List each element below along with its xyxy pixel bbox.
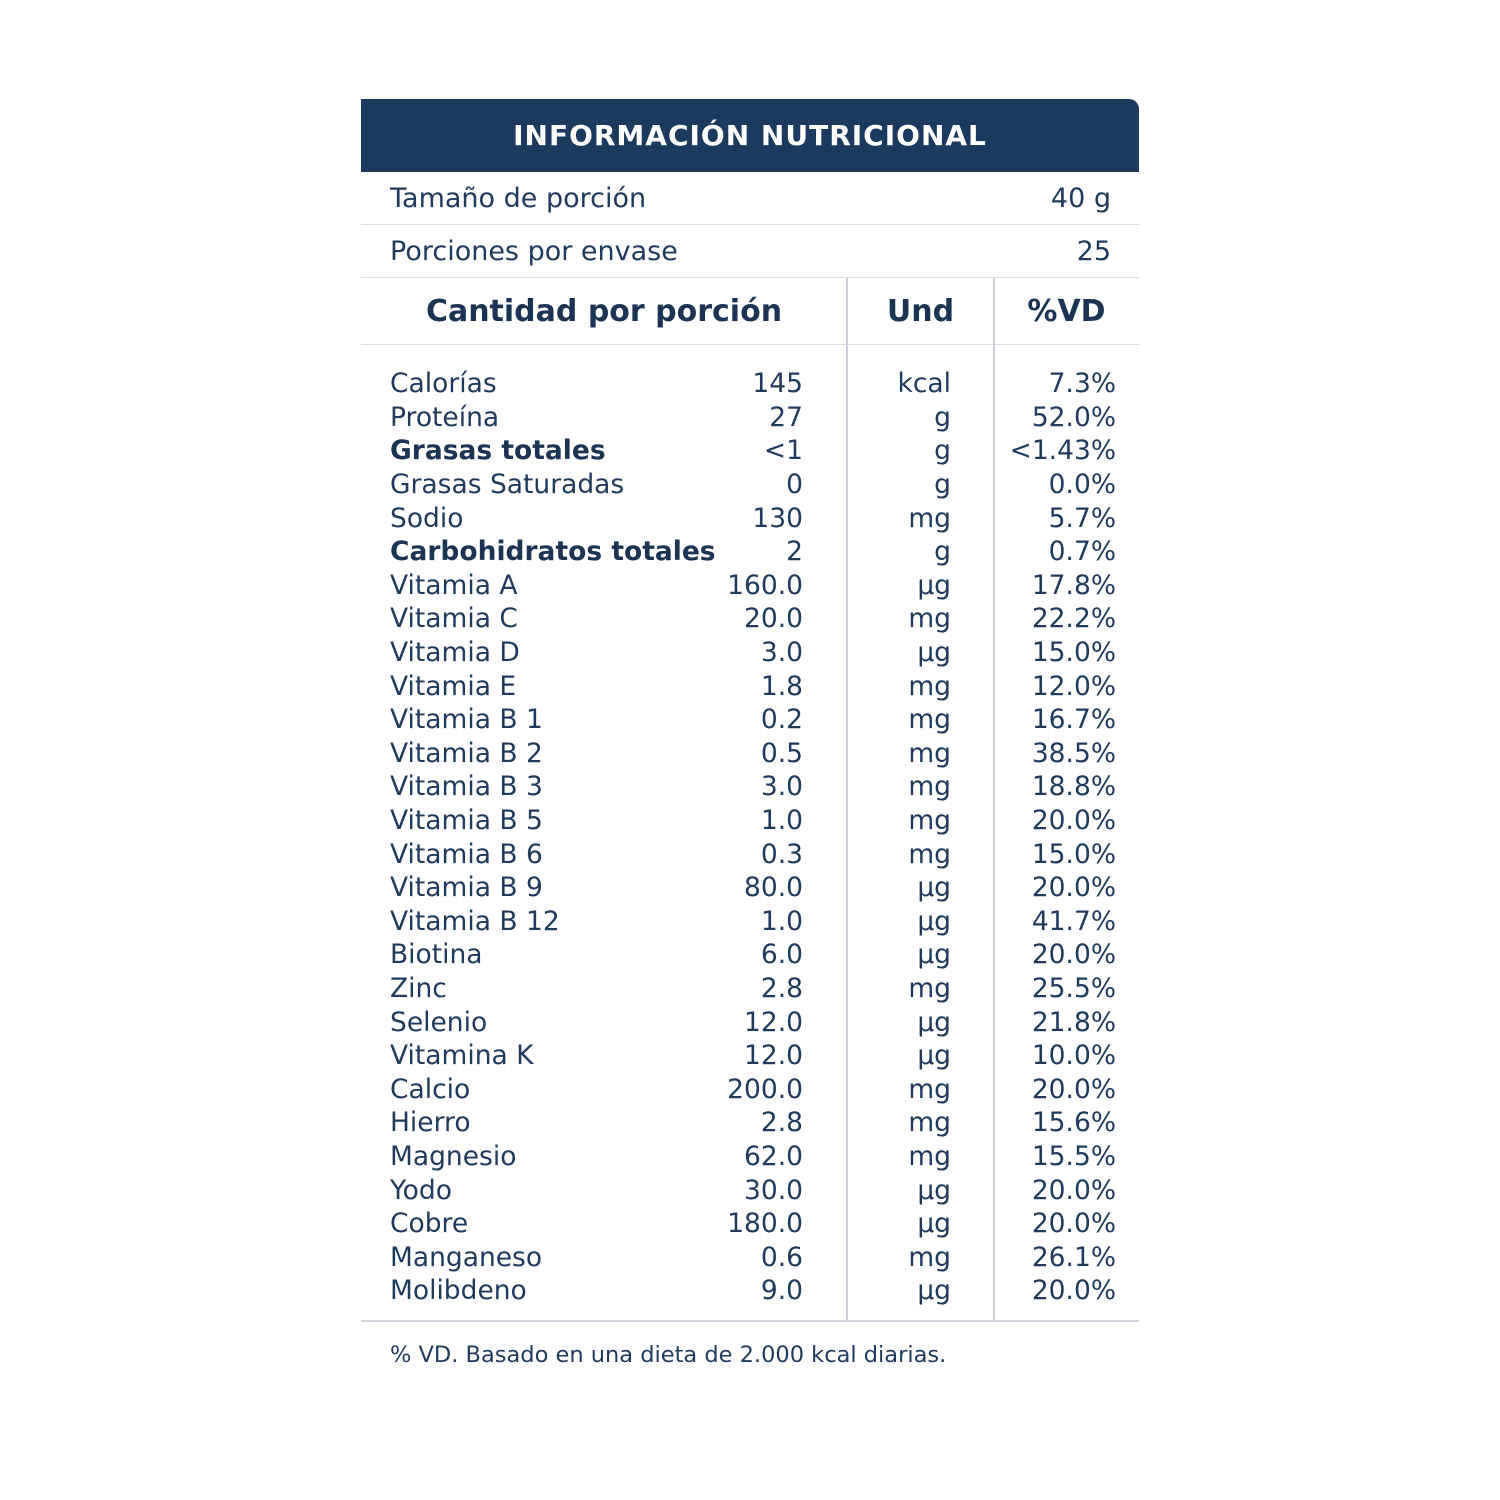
nutrient-name: Vitamia A	[390, 569, 518, 601]
table-row	[361, 669, 1139, 703]
servings-per-container-value: 25	[1076, 235, 1111, 267]
nutrient-name: Manganeso	[390, 1241, 543, 1273]
nutrient-amount: 2.8	[760, 1107, 803, 1139]
nutrient-name: Sodio	[390, 502, 464, 534]
nutrient-amount: 62.0	[743, 1140, 803, 1172]
table-row	[361, 938, 1139, 972]
nutrient-unit: mg	[908, 737, 951, 769]
serving-size-row	[361, 172, 1139, 225]
unit-column-header: Und	[886, 293, 955, 329]
nutrient-dv: 20.0%	[1031, 1275, 1116, 1307]
nutrient-name: Selenio	[390, 1006, 488, 1038]
table-row	[361, 737, 1139, 771]
table-row	[361, 804, 1139, 838]
nutrient-dv: 20.0%	[1031, 1073, 1116, 1105]
nutrient-amount: 9.0	[760, 1275, 803, 1307]
nutrient-name: Zinc	[390, 972, 447, 1004]
nutrient-name: Calcio	[390, 1073, 471, 1105]
nutrient-amount: 12.0	[743, 1006, 803, 1038]
nutrient-amount: 3.0	[760, 771, 803, 803]
nutrient-dv: 38.5%	[1031, 737, 1116, 769]
nutrient-dv: 12.0%	[1031, 670, 1116, 702]
nutrient-name: Vitamia B 6	[390, 838, 543, 870]
servings-per-container-label: Porciones por envase	[390, 235, 678, 267]
nutrient-unit: µg	[917, 905, 951, 937]
nutrient-dv: 15.6%	[1031, 1107, 1116, 1139]
nutrient-amount: 3.0	[760, 637, 803, 669]
nutrient-name: Vitamia B 12	[390, 905, 560, 937]
nutrient-dv: 7.3%	[1048, 368, 1116, 400]
table-row	[361, 837, 1139, 871]
nutrient-dv: 20.0%	[1031, 872, 1116, 904]
nutrient-unit: µg	[917, 1174, 951, 1206]
table-row	[361, 434, 1139, 468]
serving-size-label: Tamaño de porción	[390, 182, 647, 214]
nutrient-name: Calorías	[390, 368, 497, 400]
nutrient-name: Biotina	[390, 939, 483, 971]
nutrient-amount: 145	[752, 368, 803, 400]
nutrient-name: Vitamina K	[390, 1040, 534, 1072]
nutrient-dv: 15.5%	[1031, 1140, 1116, 1172]
nutrient-unit: µg	[917, 637, 951, 669]
nutrient-amount: 180.0	[727, 1208, 803, 1240]
table-row	[361, 569, 1139, 603]
nutrient-amount: 1.0	[760, 805, 803, 837]
nutrient-unit: mg	[908, 1073, 951, 1105]
nutrient-name: Vitamia B 3	[390, 771, 543, 803]
nutrient-dv: <1.43%	[1009, 435, 1116, 467]
nutrient-unit: µg	[917, 872, 951, 904]
nutrient-dv: 20.0%	[1031, 939, 1116, 971]
table-row	[361, 905, 1139, 939]
nutrient-unit: mg	[908, 704, 951, 736]
nutrient-amount: 160.0	[727, 569, 803, 601]
nutrient-dv: 17.8%	[1031, 569, 1116, 601]
nutrient-amount: 0.5	[760, 737, 803, 769]
nutrient-unit: mg	[908, 805, 951, 837]
label-title: INFORMACIÓN NUTRICIONAL	[361, 99, 1139, 172]
nutrient-dv: 15.0%	[1031, 838, 1116, 870]
nutrient-unit: mg	[908, 1107, 951, 1139]
nutrient-amount: 200.0	[727, 1073, 803, 1105]
nutrient-name: Proteína	[390, 401, 500, 433]
dv-column-header: %VD	[1027, 293, 1106, 329]
nutrient-unit: mg	[908, 1140, 951, 1172]
nutrient-name: Magnesio	[390, 1140, 517, 1172]
nutrient-name: Vitamia B 5	[390, 805, 543, 837]
nutrient-name: Hierro	[390, 1107, 471, 1139]
nutrient-rows	[361, 367, 1139, 1308]
nutrient-unit: µg	[917, 569, 951, 601]
nutrient-unit: µg	[917, 1006, 951, 1038]
nutrient-unit: mg	[908, 771, 951, 803]
nutrient-name: Vitamia B 1	[390, 704, 543, 736]
table-row	[361, 468, 1139, 502]
table-row	[361, 871, 1139, 905]
table-row	[361, 602, 1139, 636]
nutrient-name: Yodo	[390, 1174, 452, 1206]
nutrient-amount: 20.0	[743, 603, 803, 635]
nutrient-amount: 6.0	[760, 939, 803, 971]
nutrient-name: Grasas totales	[390, 435, 606, 467]
nutrient-amount: 12.0	[743, 1040, 803, 1072]
table-row	[361, 1173, 1139, 1207]
nutrient-amount: 27	[769, 401, 803, 433]
nutrient-dv: 25.5%	[1031, 972, 1116, 1004]
nutrient-dv: 20.0%	[1031, 1208, 1116, 1240]
nutrient-amount: 130	[752, 502, 803, 534]
nutrient-unit: µg	[917, 1208, 951, 1240]
nutrient-dv: 15.0%	[1031, 637, 1116, 669]
nutrient-unit: mg	[908, 603, 951, 635]
nutrient-name: Vitamia C	[390, 603, 518, 635]
nutrient-dv: 18.8%	[1031, 771, 1116, 803]
table-row	[361, 1140, 1139, 1174]
nutrient-unit: mg	[908, 502, 951, 534]
table-row	[361, 367, 1139, 401]
nutrient-unit: kcal	[897, 368, 951, 400]
nutrient-dv: 0.7%	[1048, 536, 1116, 568]
nutrient-amount: 0.2	[760, 704, 803, 736]
nutrient-amount: 2	[786, 536, 803, 568]
nutrient-amount: 0.3	[760, 838, 803, 870]
nutrient-unit: mg	[908, 972, 951, 1004]
table-row	[361, 972, 1139, 1006]
nutrient-name: Carbohidratos totales	[390, 536, 716, 568]
table-row	[361, 535, 1139, 569]
nutrient-amount: 1.8	[760, 670, 803, 702]
nutrient-unit: g	[934, 401, 951, 433]
nutrient-name: Grasas Saturadas	[390, 469, 625, 501]
nutrient-amount: 0	[786, 469, 803, 501]
nutrient-unit: g	[934, 435, 951, 467]
nutrient-amount: 1.0	[760, 905, 803, 937]
nutrient-dv: 16.7%	[1031, 704, 1116, 736]
nutrient-dv: 5.7%	[1048, 502, 1116, 534]
nutrient-amount: 30.0	[743, 1174, 803, 1206]
nutrient-dv: 0.0%	[1048, 469, 1116, 501]
nutrient-dv: 20.0%	[1031, 1174, 1116, 1206]
nutrient-amount: <1	[763, 435, 803, 467]
table-row	[361, 1039, 1139, 1073]
nutrient-unit: mg	[908, 1241, 951, 1273]
nutrient-unit: µg	[917, 1275, 951, 1307]
nutrient-amount: 80.0	[743, 872, 803, 904]
nutrient-amount: 0.6	[760, 1241, 803, 1273]
nutrient-dv: 52.0%	[1031, 401, 1116, 433]
table-row	[361, 636, 1139, 670]
table-row	[361, 501, 1139, 535]
servings-per-container-row	[361, 225, 1139, 278]
nutrient-dv: 26.1%	[1031, 1241, 1116, 1273]
column-headers	[361, 278, 1139, 345]
nutrient-unit: g	[934, 469, 951, 501]
nutrient-unit: mg	[908, 670, 951, 702]
table-row	[361, 1072, 1139, 1106]
table-row	[361, 1240, 1139, 1274]
nutrient-dv: 41.7%	[1031, 905, 1116, 937]
nutrient-name: Cobre	[390, 1208, 469, 1240]
amount-column-header: Cantidad por porción	[425, 293, 783, 329]
table-row	[361, 401, 1139, 435]
nutrient-amount: 2.8	[760, 972, 803, 1004]
table-row	[361, 703, 1139, 737]
nutrient-dv: 20.0%	[1031, 805, 1116, 837]
nutrient-unit: mg	[908, 838, 951, 870]
nutrient-dv: 21.8%	[1031, 1006, 1116, 1038]
nutrition-facts-label	[361, 99, 1139, 1322]
nutrient-table	[361, 345, 1139, 1322]
table-row	[361, 1106, 1139, 1140]
nutrient-unit: µg	[917, 1040, 951, 1072]
nutrient-unit: g	[934, 536, 951, 568]
table-row	[361, 770, 1139, 804]
table-row	[361, 1207, 1139, 1241]
nutrient-name: Vitamia B 2	[390, 737, 543, 769]
footnote: % VD. Basado en una dieta de 2.000 kcal diarias.	[390, 1342, 947, 1368]
nutrient-dv: 22.2%	[1031, 603, 1116, 635]
table-row	[361, 1274, 1139, 1308]
serving-size-value: 40 g	[1050, 182, 1111, 214]
nutrient-name: Vitamia E	[390, 670, 517, 702]
nutrient-name: Molibdeno	[390, 1275, 527, 1307]
nutrient-name: Vitamia B 9	[390, 872, 543, 904]
nutrient-dv: 10.0%	[1031, 1040, 1116, 1072]
nutrient-unit: µg	[917, 939, 951, 971]
nutrient-name: Vitamia D	[390, 637, 520, 669]
table-row	[361, 1005, 1139, 1039]
